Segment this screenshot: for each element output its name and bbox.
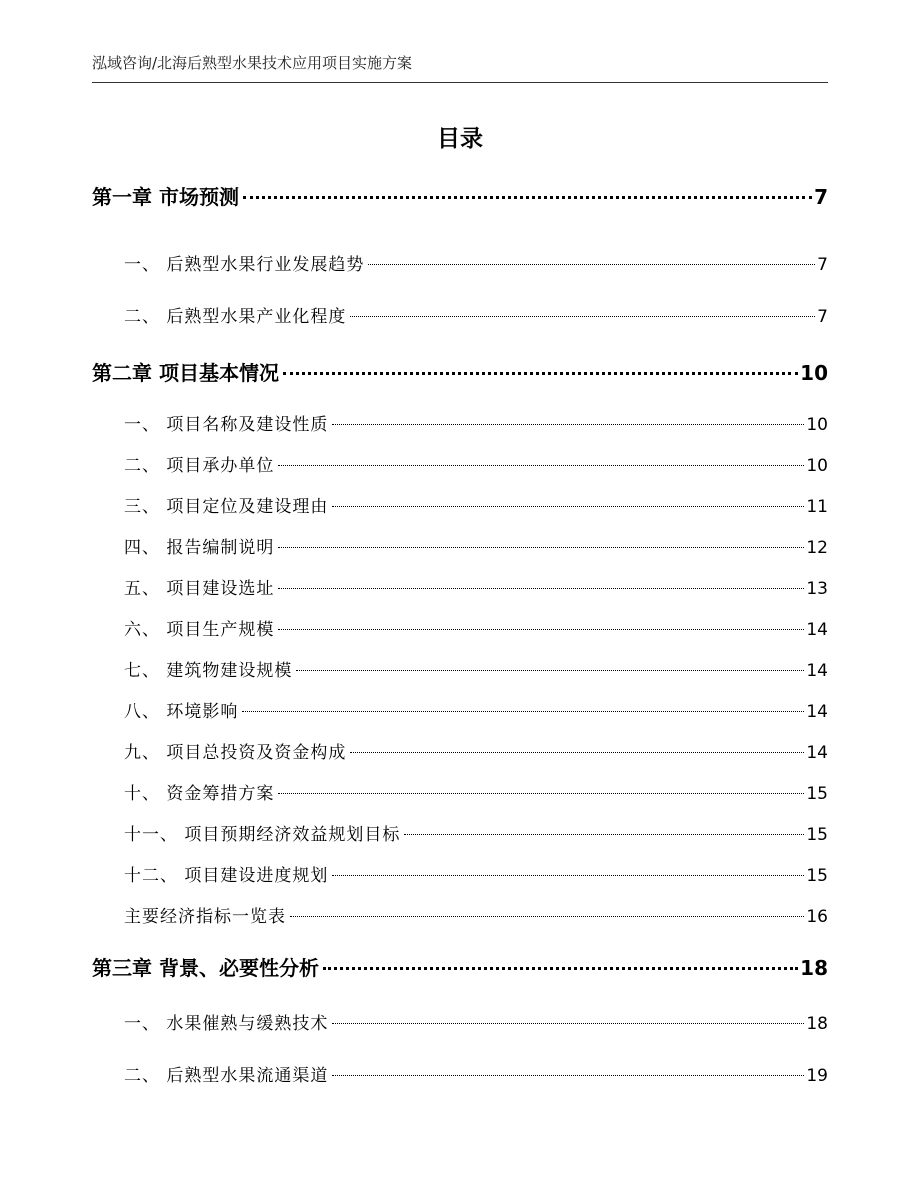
- toc-entry-page: 18: [806, 1014, 828, 1034]
- toc-entry-page: 7: [817, 307, 828, 327]
- toc-leader-dots: [242, 711, 804, 712]
- toc-section-2-2[interactable]: [92, 451, 828, 479]
- toc-entry-page: 18: [800, 956, 828, 980]
- toc-section-2-3[interactable]: [92, 492, 828, 520]
- toc-entry-page: 14: [806, 661, 828, 681]
- toc-entry-label: 四、 报告编制说明: [124, 538, 275, 558]
- toc-section-2-12[interactable]: [92, 861, 828, 889]
- toc-entry-page: 15: [806, 866, 828, 886]
- toc-leader-dots: [283, 372, 798, 375]
- toc-entry-label: 一、 水果催熟与缓熟技术: [124, 1014, 329, 1034]
- toc-leader-dots: [332, 1023, 804, 1024]
- toc-entry-page: 10: [800, 361, 828, 385]
- toc-leader-dots: [368, 264, 815, 265]
- toc-section-2-9[interactable]: [92, 738, 828, 766]
- toc-entry-page: 15: [806, 784, 828, 804]
- toc-entry-label: 一、 后熟型水果行业发展趋势: [124, 255, 365, 275]
- toc-entry-page: 7: [814, 185, 828, 209]
- toc-entry-label: 二、 后熟型水果流通渠道: [124, 1066, 329, 1086]
- header-divider: [92, 82, 828, 83]
- toc-entry-page: 14: [806, 702, 828, 722]
- toc-leader-dots: [243, 196, 812, 199]
- toc-leader-dots: [332, 1075, 804, 1076]
- toc-section-3-1[interactable]: [92, 1009, 828, 1037]
- toc-entry-label: 第二章 项目基本情况: [92, 361, 279, 385]
- toc-entry-label: 十一、 项目预期经济效益规划目标: [124, 825, 401, 845]
- toc-entry-label: 十二、 项目建设进度规划: [124, 866, 329, 886]
- toc-entry-label: 九、 项目总投资及资金构成: [124, 743, 347, 763]
- toc-entry-label: 一、 项目名称及建设性质: [124, 415, 329, 435]
- toc-leader-dots: [278, 588, 804, 589]
- toc-title: 目录: [437, 126, 483, 152]
- toc-entry-label: 二、 项目承办单位: [124, 456, 275, 476]
- toc-leader-dots: [332, 424, 804, 425]
- toc-leader-dots: [332, 506, 804, 507]
- toc-section-3-2[interactable]: [92, 1061, 828, 1089]
- running-header: 泓域咨询/北海后熟型水果技术应用项目实施方案: [92, 54, 413, 72]
- toc-entry-page: 14: [806, 620, 828, 640]
- toc-entry-label: 七、 建筑物建设规模: [124, 661, 293, 681]
- toc-leader-dots: [278, 793, 804, 794]
- toc-leader-dots: [278, 465, 804, 466]
- toc-entry-label: 主要经济指标一览表: [124, 907, 286, 927]
- toc-entry-label: 五、 项目建设选址: [124, 579, 275, 599]
- toc-entry-label: 十、 资金筹措方案: [124, 784, 275, 804]
- toc-section-2-5[interactable]: [92, 574, 828, 602]
- toc-entry-page: 11: [806, 497, 828, 517]
- toc-entry-label: 三、 项目定位及建设理由: [124, 497, 329, 517]
- toc-section-2-10[interactable]: [92, 779, 828, 807]
- toc-section-1-1[interactable]: [92, 250, 828, 278]
- toc-entry-page: 7: [817, 255, 828, 275]
- toc-entry-label: 六、 项目生产规模: [124, 620, 275, 640]
- toc-chapter-2[interactable]: [92, 357, 828, 385]
- toc-section-2-1[interactable]: [92, 410, 828, 438]
- toc-entry-page: 13: [806, 579, 828, 599]
- toc-entry-page: 12: [806, 538, 828, 558]
- toc-leader-dots: [290, 916, 804, 917]
- toc-entry-page: 10: [806, 456, 828, 476]
- toc-leader-dots: [350, 752, 804, 753]
- toc-entry-label: 二、 后熟型水果产业化程度: [124, 307, 347, 327]
- toc-entry-page: 19: [806, 1066, 828, 1086]
- toc-entry-page: 10: [806, 415, 828, 435]
- toc-entry-page: 14: [806, 743, 828, 763]
- toc-leader-dots: [278, 547, 804, 548]
- toc-section-1-2[interactable]: [92, 302, 828, 330]
- toc-leader-dots: [323, 967, 798, 970]
- toc-section-2-4[interactable]: [92, 533, 828, 561]
- toc-section-2-8[interactable]: [92, 697, 828, 725]
- toc-entry-page: 16: [806, 907, 828, 927]
- toc-leader-dots: [296, 670, 804, 671]
- toc-entry-label: 第一章 市场预测: [92, 185, 239, 209]
- toc-leader-dots: [350, 316, 815, 317]
- toc-chapter-1[interactable]: [92, 181, 828, 209]
- toc-entry-label: 八、 环境影响: [124, 702, 239, 722]
- toc-leader-dots: [404, 834, 804, 835]
- toc-entry-page: 15: [806, 825, 828, 845]
- toc-section-2-table[interactable]: [92, 902, 828, 930]
- toc-chapter-3[interactable]: [92, 952, 828, 980]
- toc-entry-label: 第三章 背景、必要性分析: [92, 956, 319, 980]
- toc-leader-dots: [278, 629, 804, 630]
- toc-leader-dots: [332, 875, 804, 876]
- toc-section-2-11[interactable]: [92, 820, 828, 848]
- toc-section-2-7[interactable]: [92, 656, 828, 684]
- toc-section-2-6[interactable]: [92, 615, 828, 643]
